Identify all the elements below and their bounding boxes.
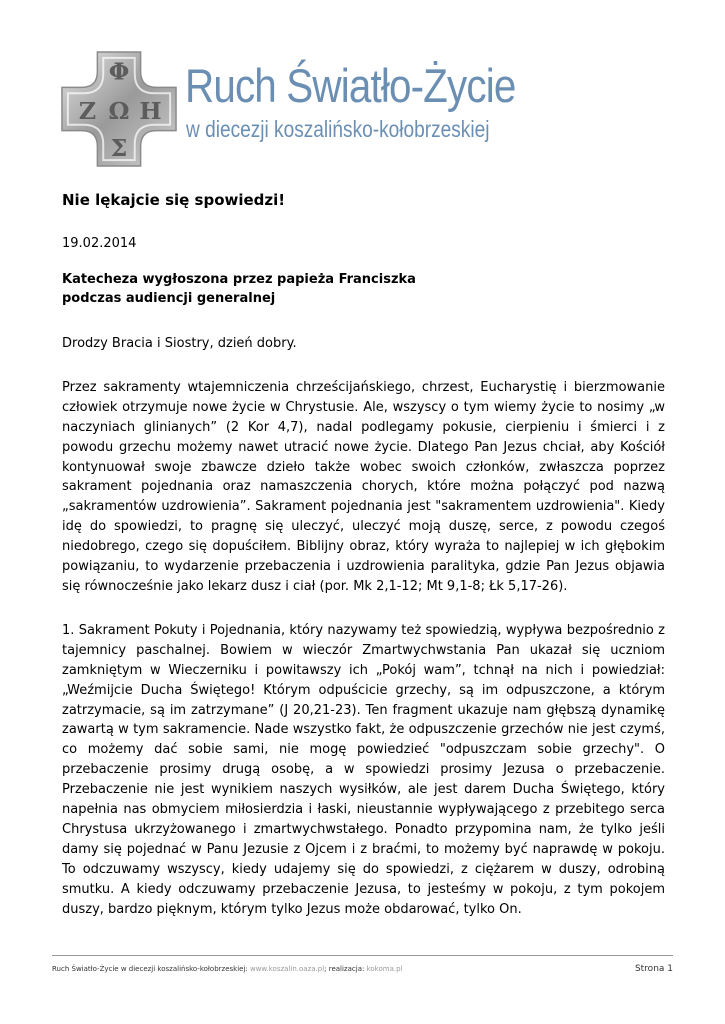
greeting-paragraph: Drodzy Bracia i Siostry, dzień dobry.: [62, 336, 297, 351]
brand-title: Ruch Światło-Życie: [185, 59, 516, 112]
footer-realization-label: ; realizacja:: [324, 965, 367, 973]
oaza-logo-icon: [60, 50, 178, 168]
logo-letter-zeta: Ζ: [78, 96, 97, 125]
logo-letter-sigma: Σ: [110, 134, 128, 163]
article-title: Nie lękajcie się spowiedzi!: [62, 191, 286, 209]
page-number: Strona 1: [634, 964, 673, 974]
article-date: 19.02.2014: [62, 236, 137, 251]
body-paragraph-1: Przez sakramenty wtajemniczenia chrześcijańskiego, chrzest, Eucharystię i bierzmowanie człowiek otrzymuje nowe życie w Chrystusie. Ale, wszyscy o tym wiemy życie to nosimy „w naczyniach glinianych” (2 Kor 4,7), nadal podlegamy pokusie, cierpieniu i śmierci i z powodu grzechu możemy nawet utracić nowe życie. Dlatego Pan Jezus chciał, aby Kościół kontynuował swoje zbawcze dzieło także wobec swoich członków, zwłaszcza poprzez sakrament pojednania oraz namaszczenia chorych, które można połączyć pod nazwą „sakramentów uzdrowienia”. Sakrament pojednania jest "sakramentem uzdrowienia". Kiedy idę do spowiedzi, to pragnę się uleczyć, uleczyć moją duszę, serce, z powodu czegoś niedobrego, czego się dopuściłem. Biblijny obraz, który wyraża to najlepiej w ich głębokim powiązaniu, to wydarzenie przebaczenia i uzdrowienia paralityka, gdzie Pan Jezus objawia się równocześnie jako lekarz dusz i ciał (por. Mk 2,1-12; Mt 9,1-8; Łk 5,17-26).: [62, 379, 665, 594]
footer-site-link[interactable]: www.koszalin.oaza.pl: [249, 965, 325, 973]
footer-site-name: Ruch Światło-Życie w diecezji koszalińsko-kołobrzeskiej:: [52, 965, 250, 973]
logo-letter-eta: Η: [139, 96, 162, 125]
brand-subtitle: w diecezji koszalińsko-kołobrzeskiej: [186, 116, 490, 142]
footer-credits: [52, 963, 402, 975]
footer-realization-link[interactable]: kokoma.pl: [366, 965, 403, 973]
article-subtitle-line-1: Katecheza wygłoszona przez papieża Franciszka: [62, 272, 416, 287]
body-paragraph-2: 1. Sakrament Pokuty i Pojednania, który nazywamy też spowiedzią, wypływa bezpośrednio z tajemnicy paschalnej. Bowiem w wieczór Zmartwychwstania Pan ukazał się uczniom zamkniętym w Wieczerniku i powitawszy ich „Pokój wam”, tchnął na nich i powiedział: „Weźmijcie Ducha Świętego! Którym odpuścicie grzechy, są im odpuszczone, a którym zatrzymacie, są im zatrzymane” (J 20,21-23). Ten fragment ukazuje nam głębszą dynamikę zawartą w tym sakramencie. Nade wszystko fakt, że odpuszczenie grzechów nie jest czymś, co możemy dać sobie sami, nie mogę powiedzieć "odpuszczam sobie grzechy". O przebaczenie prosimy drugą osobę, a w spowiedzi prosimy Jezusa o przebaczenie. Przebaczenie nie jest wynikiem naszych wysiłków, ale jest darem Ducha Świętego, który napełnia nas obmyciem miłosierdzia i łaski, nieustannie wypływającego z przebitego serca Chrystusa ukrzyżowanego i zmartwychwstałego. Ponadto przypomina nam, że tylko jeśli damy się pojednać w Panu Jezusie z Ojcem i z braćmi, to możemy być naprawdę w pokoju. To odczuwamy wszyscy, kiedy udajemy się do spowiedzi, z ciężarem w duszy, odrobiną smutku. A kiedy odczuwamy przebaczenie Jezusa, to jesteśmy w pokoju, z tym pokojem duszy, bardzo pięknym, którym tylko Jezus może obdarować, tylko On.: [62, 622, 665, 917]
footer-divider: [52, 955, 673, 956]
article-subtitle: [62, 270, 665, 308]
article-content: [62, 188, 665, 943]
article-subtitle-line-2: podczas audiencji generalnej: [62, 291, 276, 306]
logo-letter-phi: Φ: [108, 57, 130, 86]
site-header: [60, 50, 580, 170]
logo-letter-omega: Ω: [108, 96, 130, 125]
